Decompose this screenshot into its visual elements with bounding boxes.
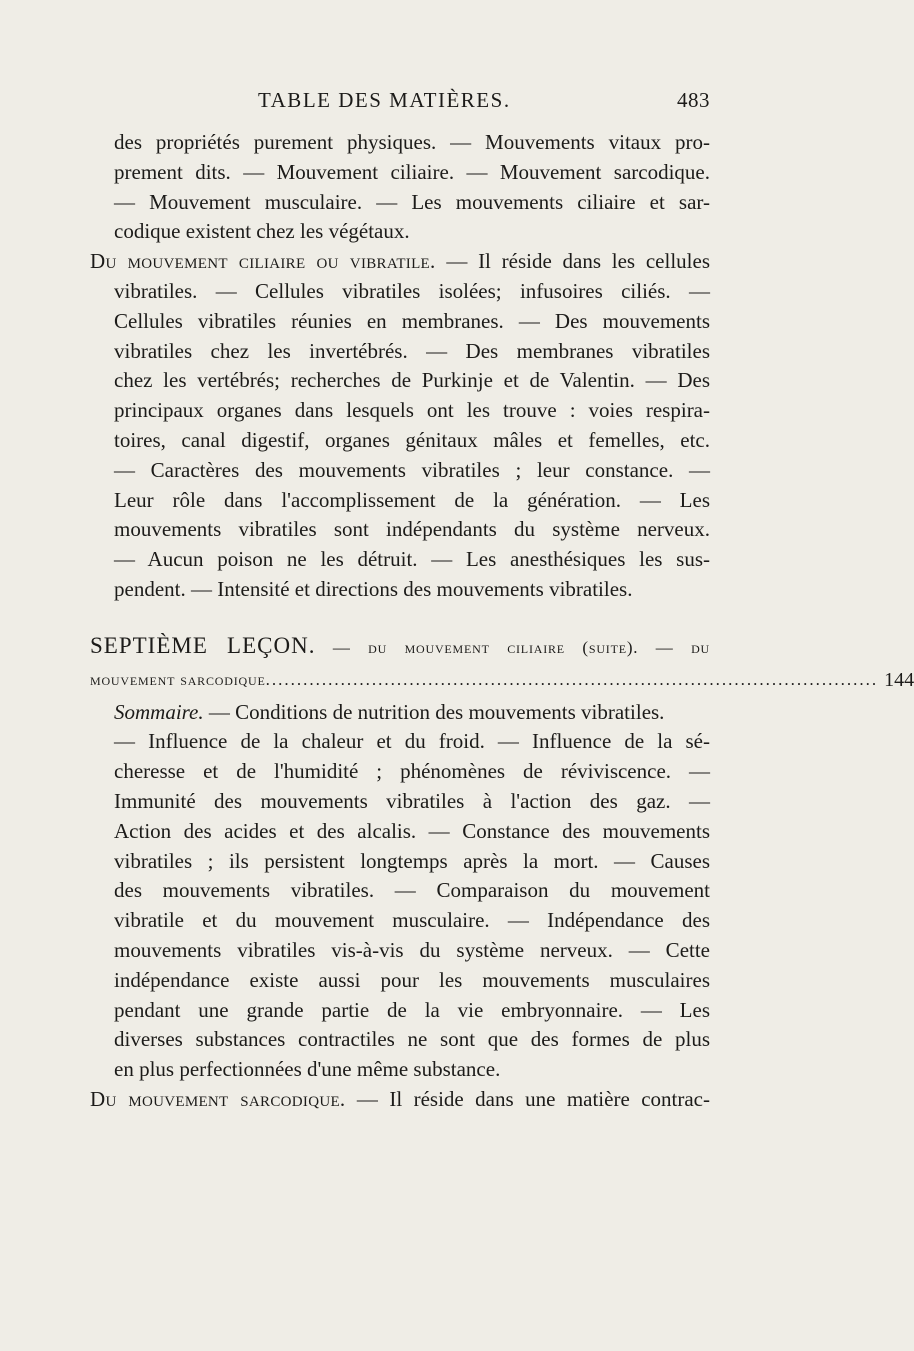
text-line: — Mouvement musculaire. — Les mouvements ciliaire et sar- bbox=[114, 189, 710, 214]
running-head bbox=[258, 88, 710, 113]
running-head-title: TABLE DES MATIÈRES. bbox=[258, 88, 511, 112]
text-line: — Caractères des mouvements vibratiles ; leur constance. — bbox=[114, 457, 710, 482]
text-line: Cellules vibratiles réunies en membranes. — Des mouvements bbox=[114, 308, 710, 333]
lesson-subject-cont: mouvement sarcodique bbox=[90, 669, 266, 689]
page-number: 483 bbox=[677, 88, 710, 112]
text-line: des mouvements vibratiles. — Comparaison du mouvement bbox=[114, 878, 710, 903]
paragraph-lead-line bbox=[90, 246, 710, 276]
text-line: prement dits. — Mouvement ciliaire. — Mouvement sarcodique. bbox=[114, 159, 710, 184]
text-line: codique existent chez les végétaux. bbox=[114, 219, 410, 244]
text-line: vibratiles. — Cellules vibratiles isolées; infusoires ciliés. — bbox=[114, 279, 710, 303]
lesson-leader-line bbox=[90, 665, 914, 695]
text-line: vibratiles chez les invertébrés. — Des membranes vibratiles bbox=[114, 338, 710, 363]
text-line: des propriétés purement physiques. — Mouvements vitaux pro- bbox=[114, 130, 710, 154]
text-line: — Aucun poison ne les détruit. — Les anesthésiques les sus- bbox=[114, 547, 710, 572]
sommaire-label: Sommaire. bbox=[114, 699, 204, 724]
lesson-heading bbox=[90, 631, 710, 663]
lesson-subject: — du mouvement ciliaire (suite). — du bbox=[315, 637, 710, 657]
text-line: Action des acides et des alcalis. — Constance des mouvements bbox=[114, 818, 710, 843]
text-line: pendent. — Intensité et directions des mouvements vibratiles. bbox=[114, 577, 633, 601]
text-line: mouvements vibratiles sont indépendants du système nerveux. bbox=[114, 517, 710, 542]
text-line: mouvements vibratiles vis-à-vis du système nerveux. — Cette bbox=[114, 938, 710, 962]
text-line: cheresse et de l'humidité ; phénomènes de réviviscence. — bbox=[114, 759, 710, 784]
dot-leaders: .................................................................................................. bbox=[265, 669, 879, 689]
text-line: pendant une grande partie de la vie embryonnaire. — Les bbox=[114, 997, 710, 1022]
text-line: toires, canal digestif, organes génitaux mâles et femelles, etc. bbox=[114, 428, 710, 452]
text-line: — Influence de la chaleur et du froid. — Influence de la sé- bbox=[114, 729, 710, 754]
text-line: chez les vertébrés; recherches de Purkinje et de Valentin. — Des bbox=[114, 368, 710, 393]
text-line: diverses substances contractiles ne sont que des formes de plus bbox=[114, 1027, 710, 1052]
text-line: indépendance existe aussi pour les mouvements musculaires bbox=[114, 967, 710, 992]
text-line: Immunité des mouvements vibratiles à l'action des gaz. — bbox=[114, 789, 710, 813]
text-line: en plus perfectionnées d'une même substance. bbox=[114, 1057, 501, 1082]
paragraph-lead-rest: — Il réside dans une matière contrac- bbox=[345, 1087, 710, 1111]
paragraph-lead-rest: — Il réside dans les cellules bbox=[435, 249, 710, 274]
sommaire-first-rest: — Conditions de nutrition des mouvements vibratiles. bbox=[203, 699, 665, 724]
paragraph-lead-line bbox=[90, 1084, 710, 1114]
sommaire-first-line bbox=[114, 697, 710, 727]
text-line: vibratiles ; ils persistent longtemps après la mort. — Causes bbox=[114, 848, 710, 873]
text-line: Leur rôle dans l'accomplissement de la génération. — Les bbox=[114, 487, 710, 512]
text-line: principaux organes dans lesquels ont les trouve : voies respira- bbox=[114, 398, 710, 423]
paragraph-lead-smallcaps: Du mouvement ciliaire ou vibratile. bbox=[90, 249, 436, 274]
text-line: vibratile et du mouvement musculaire. — Indépendance des bbox=[114, 908, 710, 933]
lesson-number: SEPTIÈME LEÇON. bbox=[90, 632, 316, 658]
lesson-page-number: 144 bbox=[884, 668, 914, 691]
paragraph-lead-smallcaps: Du mouvement sarcodique. bbox=[90, 1087, 346, 1111]
